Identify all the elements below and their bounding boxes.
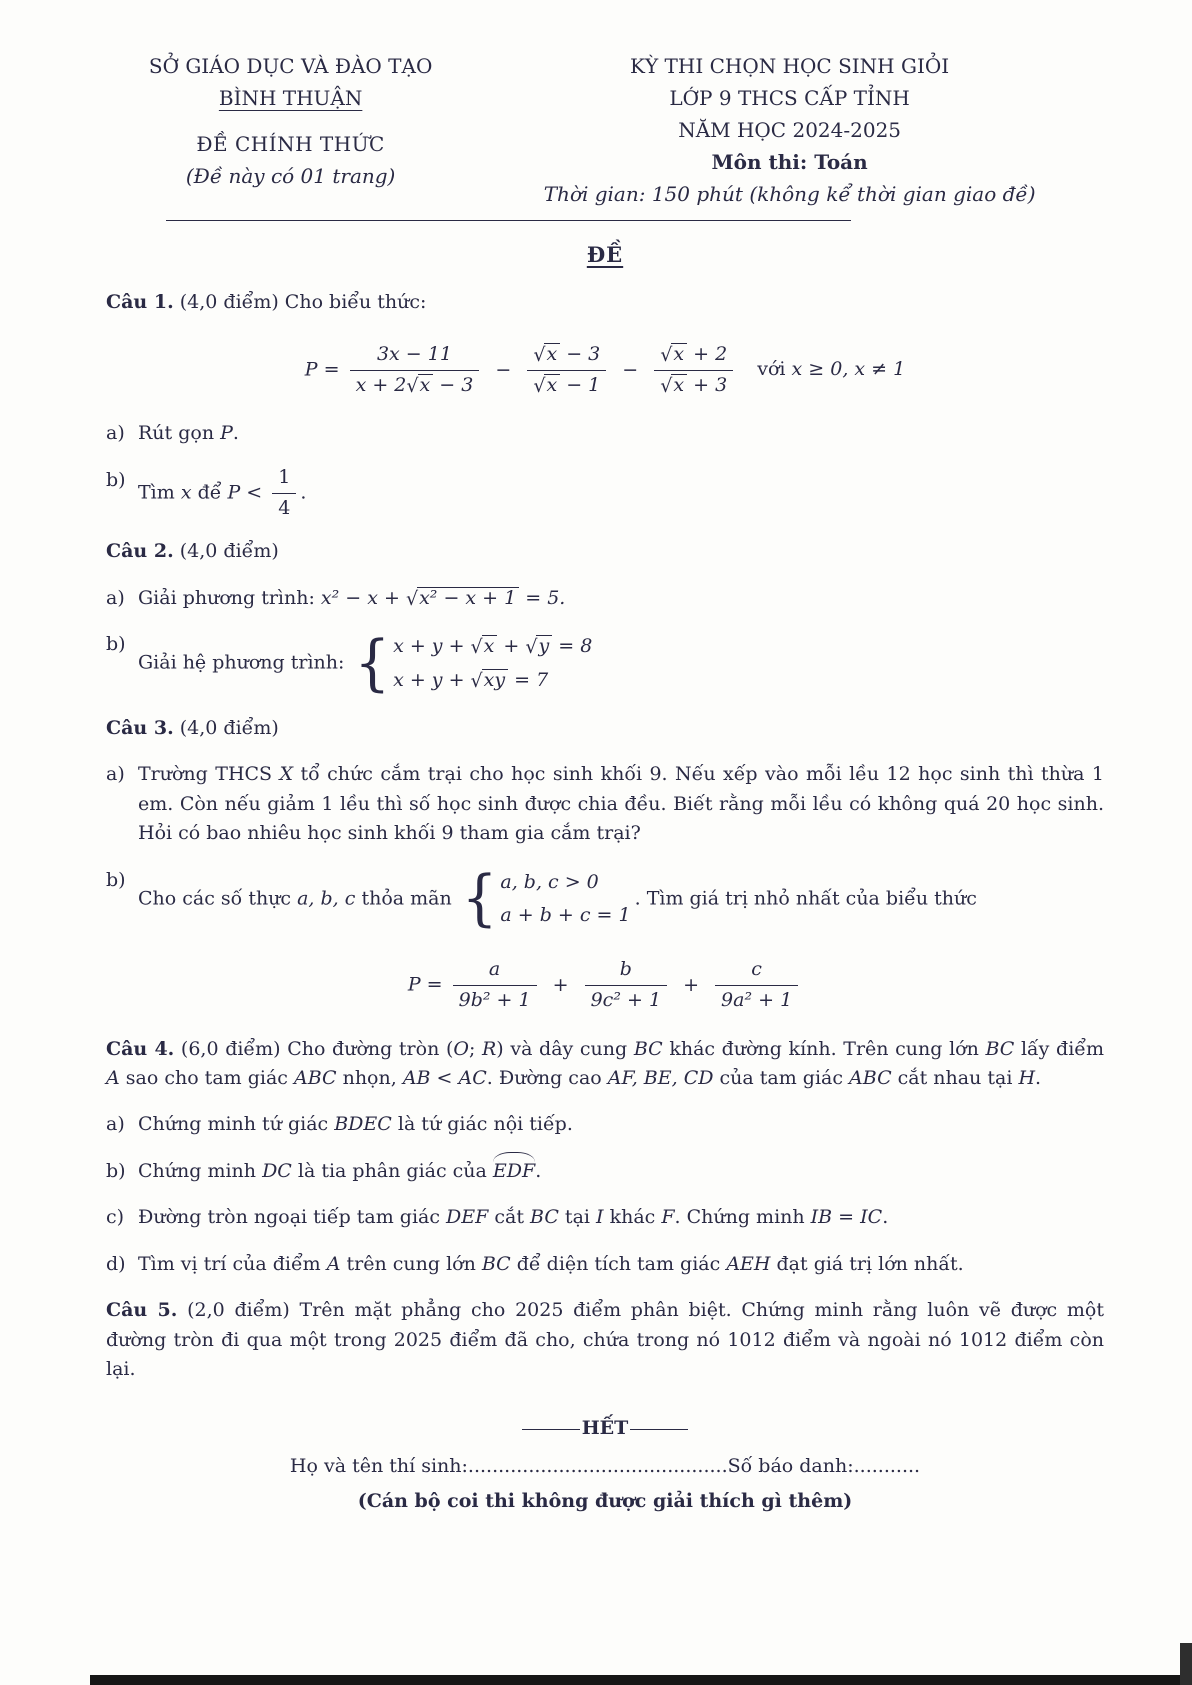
item-marker: a) (106, 422, 125, 445)
q4-intro: (6,0 điểm) Cho đường tròn (O; R) và dây cung BC khác đường kính. Trên cung lớn BC lấy điểm A sao cho tam giác ABC nhọn, AB < AC. Đường cao AF, BE, CD của tam giác ABC cắt nhau tại H. (106, 1037, 1104, 1089)
official-exam-label: ĐỀ CHÍNH THỨC (196, 132, 385, 156)
item-marker: a) (106, 763, 125, 786)
q4-item-b (106, 1157, 1104, 1186)
brace-icon: { (461, 863, 498, 934)
radical-icon: √ (660, 343, 673, 366)
department-name: SỞ GIÁO DỤC VÀ ĐÀO TẠO (148, 54, 433, 78)
item-text: Chứng minh DC là tia phân giác của EDF. (138, 1157, 1104, 1186)
het-label: HẾT (581, 1417, 629, 1440)
q3-heading (106, 714, 1104, 743)
q4-item-c (106, 1203, 1104, 1232)
item-marker: a) (106, 586, 125, 609)
formula-condition: với x ≥ 0, x ≠ 1 (757, 358, 906, 381)
system-line-1: x + y + √x + √y = 8 (393, 635, 593, 659)
fraction-3: $\frac{c}{\text{9a² + 1}}$ (715, 958, 798, 1013)
fraction-2: $\frac{b}{\text{9c² + 1}}$ (585, 958, 667, 1013)
inline-fraction: $\frac{1}{4}$ (272, 466, 296, 521)
item-text: Giải phương trình: x² − x + √x² − x + 1 = 5. (138, 584, 1104, 613)
header-left (106, 50, 475, 210)
constraint-system (461, 863, 631, 934)
q5-label: Câu 5. (106, 1299, 178, 1322)
q5-paragraph (106, 1296, 1104, 1384)
pages-note: (Đề này có 01 trang) (185, 164, 396, 188)
exam-name: KỲ THI CHỌN HỌC SINH GIỎI (630, 54, 950, 78)
q1-formula (106, 343, 1104, 398)
item-marker: d) (106, 1252, 126, 1275)
radical-icon: √ (660, 374, 673, 397)
fraction-1: $\frac{a}{\text{9b² + 1}}$ (453, 958, 537, 1013)
item-text: Chứng minh tứ giác BDEC là tứ giác nội tiếp. (138, 1113, 573, 1136)
system-line-2: a + b + c = 1 (500, 903, 631, 926)
q3-formula (106, 958, 1104, 1013)
q2-item-b (106, 630, 1104, 697)
sqrt: √x (660, 343, 687, 365)
formula-lhs: P = (304, 358, 340, 381)
q1-item-a (106, 419, 1104, 448)
formula-lhs: P = (407, 973, 443, 996)
het-dash-line (630, 1429, 688, 1430)
q4-label: Câu 4. (106, 1037, 175, 1060)
system-line-1: a, b, c > 0 (500, 870, 599, 893)
plus-op: + (552, 973, 569, 996)
fraction-3: $\frac{√x + 2}{√x + 3}$ (654, 343, 733, 398)
grade-level: LỚP 9 THCS CẤP TỈNH (669, 86, 910, 110)
q2-item-a (106, 584, 1104, 613)
q4-item-a (106, 1110, 1104, 1139)
sqrt: √x (406, 374, 433, 396)
fraction-2: $\frac{√x - 3}{√x - 1}$ (527, 343, 606, 398)
item-marker: b) (106, 468, 126, 491)
radical-icon: √ (406, 374, 419, 397)
item-text: Tìm x để P < $\frac{1}{4}$ . (138, 465, 307, 519)
het-dash-line (522, 1429, 580, 1430)
q1-heading (106, 288, 1104, 317)
radical-icon: √ (533, 374, 546, 397)
item-text: Giải hệ phương trình: { x + y + √x + √y = 8 x + y + √xy = 7 (138, 628, 593, 699)
header-divider (166, 220, 851, 221)
item-marker: c) (106, 1206, 125, 1229)
proctor-note: (Cán bộ coi thi không được giải thích gì thêm) (357, 1490, 853, 1513)
radical-icon: √ (533, 343, 546, 366)
q3-points: (4,0 điểm) (173, 716, 279, 739)
q1-intro: (4,0 điểm) Cho biểu thức: (173, 290, 427, 313)
q1-item-b (106, 466, 1104, 521)
q2-heading (106, 537, 1104, 566)
sqrt: √x (533, 343, 560, 365)
province-name: BÌNH THUẬN (218, 86, 363, 110)
q3-label: Câu 3. (106, 716, 174, 739)
plus-op: + (683, 973, 699, 996)
school-year: NĂM HỌC 2024-2025 (678, 118, 902, 142)
sqrt: √x (660, 374, 687, 396)
duration-line: Thời gian: 150 phút (không kể thời gian giao đề) (543, 182, 1036, 206)
q2-label: Câu 2. (106, 540, 174, 563)
q1-label: Câu 1. (106, 290, 174, 313)
item-text: Đường tròn ngoại tiếp tam giác DEF cắt BC tại I khác F. Chứng minh IB = IC. (138, 1206, 889, 1229)
q3-item-b (106, 863, 1104, 934)
equation-system (354, 630, 592, 697)
radical-icon: √ (405, 587, 419, 610)
header-right (475, 50, 1104, 210)
brace-icon: { (354, 628, 391, 699)
q4-item-d (106, 1250, 1104, 1279)
scan-edge-notch (1180, 1643, 1192, 1685)
end-marker (106, 1414, 1104, 1443)
doc-title: ĐỀ (586, 242, 624, 267)
sqrt: √x (533, 374, 560, 396)
scan-edge-bar (90, 1675, 1192, 1685)
item-text: Cho các số thực a, b, c thỏa mãn { a, b, c > 0 a + b + c = 1 . Tìm giá trị nhỏ nhất của biểu thức (138, 863, 977, 934)
subject-line: Môn thi: Toán (711, 150, 868, 174)
q3-item-a (106, 760, 1104, 848)
item-marker: b) (106, 868, 126, 891)
q4-heading (106, 1035, 1104, 1094)
q2-points: (4,0 điểm) (173, 540, 279, 563)
item-marker: b) (106, 633, 126, 656)
item-text: Trường THCS X tổ chức cắm trại cho học sinh khối 9. Nếu xếp vào mỗi lều 12 học sinh thì thừa 1 em. Còn nếu giảm 1 lều thì số học sinh được chia đều. Biết rằng mỗi lều có không quá 20 học sinh. Hỏi có bao nhiêu học sinh khối 9 tham gia cắm trại? (138, 763, 1104, 845)
item-text: Rút gọn P. (138, 422, 239, 445)
fraction-1: $\frac{3x - 11}{x + 2√x - 3}$ (350, 343, 480, 398)
header (106, 50, 1104, 210)
candidate-info-line: Họ và tên thí sinh:...........................................Số báo danh:........... (289, 1454, 921, 1477)
item-text: Tìm vị trí của điểm A trên cung lớn BC để diện tích tam giác AEH đạt giá trị lớn nhất. (138, 1252, 964, 1275)
minus-op: − (495, 358, 512, 381)
item-marker: a) (106, 1113, 125, 1136)
q5-text: (2,0 điểm) Trên mặt phẳng cho 2025 điểm phân biệt. Chứng minh rằng luôn vẽ được một đường tròn đi qua một trong 2025 điểm đã cho, chứa trong nó 1012 điểm và ngoài nó 1012 điểm còn lại. (106, 1299, 1104, 1381)
minus-op: − (622, 358, 639, 381)
item-marker: b) (106, 1159, 126, 1182)
system-line-2: x + y + √xy = 7 (393, 668, 549, 692)
sqrt: √x² − x + 1 (406, 587, 519, 609)
